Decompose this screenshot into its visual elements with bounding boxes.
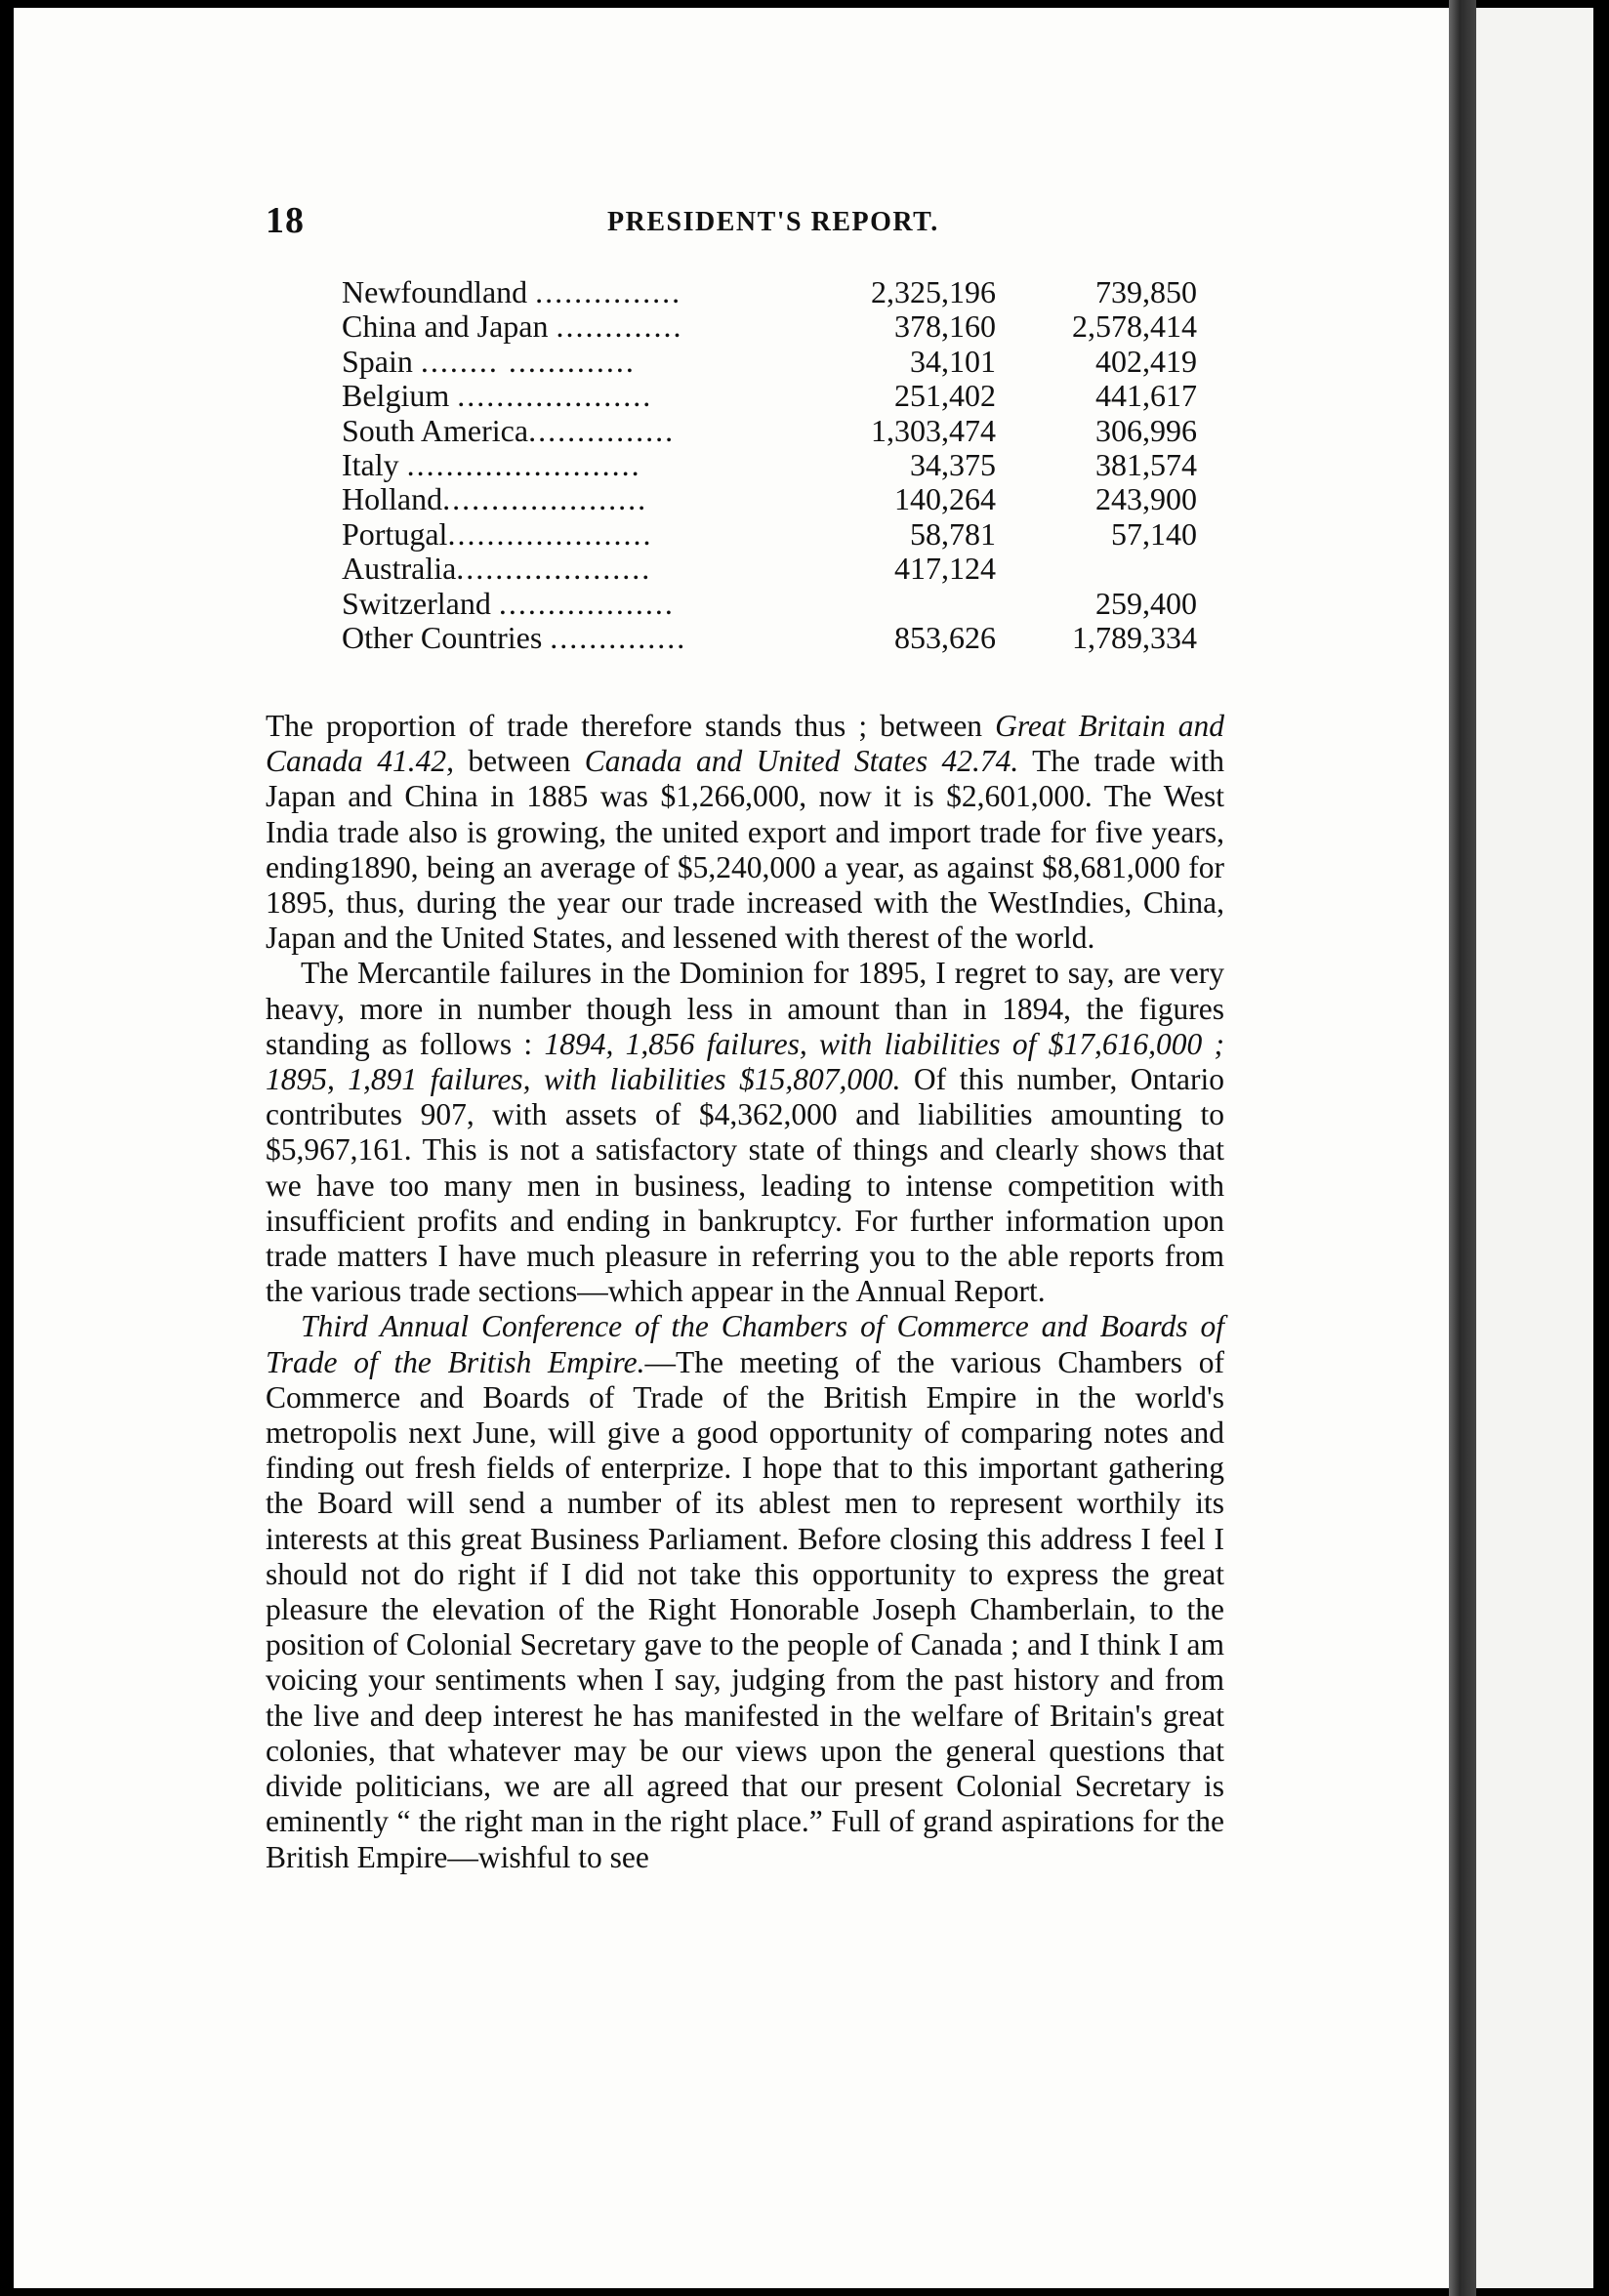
value-1: 34,375 bbox=[910, 447, 996, 483]
body-text bbox=[266, 709, 1224, 1875]
value-2: 243,900 bbox=[1095, 481, 1197, 517]
table-row: Switzerland .................. 259,400 bbox=[342, 585, 1197, 621]
table-row: Spain ........ ............. 34,101 402,419 bbox=[342, 343, 1197, 379]
country-name: Italy bbox=[342, 448, 399, 483]
page-header bbox=[266, 199, 1242, 248]
value-2 bbox=[996, 552, 1197, 586]
table-row: Newfoundland ............... 2,325,196 739,850 bbox=[342, 274, 1197, 309]
country-name: Other Countries bbox=[342, 621, 543, 656]
value-2: 739,850 bbox=[1095, 274, 1197, 309]
trade-table bbox=[342, 275, 1197, 655]
table-row: Holland..................... 140,264 243,900 bbox=[342, 481, 1197, 517]
table-row: South America............... 1,303,474 306,996 bbox=[342, 412, 1197, 448]
country-name: Portugal bbox=[342, 516, 448, 552]
country-name: South America bbox=[342, 413, 529, 448]
value-1: 58,781 bbox=[910, 515, 996, 552]
value-2: 402,419 bbox=[1095, 343, 1197, 379]
value-1: 140,264 bbox=[894, 481, 996, 517]
value-1: 1,303,474 bbox=[871, 412, 996, 448]
value-1: 251,402 bbox=[894, 378, 996, 414]
table-row: Other Countries .............. 853,626 1,789,334 bbox=[342, 620, 1197, 656]
value-2: 306,996 bbox=[1095, 412, 1197, 448]
country-name: Belgium bbox=[342, 379, 450, 414]
page-binding-edge bbox=[1449, 0, 1476, 2296]
country-name: China and Japan bbox=[342, 309, 549, 345]
country-name: Switzerland bbox=[342, 586, 491, 621]
paragraph-conference: Third Annual Conference of the Chambers of Commerce and Boards of Trade of the British Empire.—The meeting of the various Chambers of Commerce and Boards of Trade of the British Empire in the world's metropolis next June, will give a good opportunity of comparing notes and finding out fresh fields of enterprize. I hope that to this important gathering the Board will send a number of its ablest men to represent worthily its interests at this great Business Parliament. Before closing this address I feel I should not do right if I did not take this opportunity to express the great pleasure the elevation of the Right Honorable Joseph Chamberlain, to the position of Colonial Secretary gave to the people of Canada ; and I think I am voicing your sentiments when I say, judging from the past history and from the live and deep interest he has manifested in the welfare of Britain's great colonies, that whatever may be our views upon the general questions that divide politicians, we are all agreed that our present Colonial Secretary is eminently “ the right man in the right place.” Full of grand aspirations for the British Empire—wishful to see bbox=[266, 1309, 1224, 1874]
value-1: 34,101 bbox=[910, 343, 996, 379]
country-name: Australia bbox=[342, 552, 457, 587]
value-2: 441,617 bbox=[1095, 378, 1197, 414]
value-2: 57,140 bbox=[1111, 515, 1197, 552]
running-title: PRESIDENT'S REPORT. bbox=[607, 207, 939, 237]
adjacent-page bbox=[1476, 8, 1593, 2288]
value-1: 417,124 bbox=[894, 551, 996, 587]
table-row: Belgium .................... 251,402 441,617 bbox=[342, 378, 1197, 414]
value-1: 378,160 bbox=[894, 308, 996, 345]
paragraph-trade-proportion: The proportion of trade therefore stands thus ; between Great Britain and Canada 41.42, between Canada and United States 42.74. The trade with Japan and China in 1885 was $1,266,000, now it is $2,601,000. The West India trade also is growing, the united export and import trade for five years, ending1890, being an average of $5,240,000 a year, as against $8,681,000 for 1895, thus, during the year our trade increased with the WestIndies, China, Japan and the United States, and lessened with therest of the world. bbox=[266, 709, 1224, 956]
value-2: 381,574 bbox=[1095, 447, 1197, 483]
table-row: China and Japan ............. 378,160 2,578,414 bbox=[342, 308, 1197, 345]
value-1: 2,325,196 bbox=[871, 274, 996, 309]
value-2: 2,578,414 bbox=[1072, 308, 1197, 345]
value-1 bbox=[820, 587, 996, 621]
value-2: 259,400 bbox=[1095, 585, 1197, 621]
page-number: 18 bbox=[266, 200, 305, 241]
table-row: Italy ........................ 34,375 381,574 bbox=[342, 447, 1197, 483]
country-name: Newfoundland bbox=[342, 275, 528, 309]
table-row: Portugal..................... 58,781 57,140 bbox=[342, 515, 1197, 552]
value-2: 1,789,334 bbox=[1072, 620, 1197, 656]
country-name: Spain bbox=[342, 344, 413, 379]
value-1: 853,626 bbox=[894, 620, 996, 656]
paragraph-mercantile-failures: The Mercantile failures in the Dominion for 1895, I regret to say, are very heavy, more in number though less in amount than in 1894, the figures standing as follows : 1894, 1,856 failures, with liabilities of $17,616,000 ; 1895, 1,891 failures, with liabilities $15,807,000. Of this number, Ontario contributes 907, with assets of $4,362,000 and liabilities amounting to $5,967,161. This is not a satisfactory state of things and clearly shows that we have too many men in business, leading to intense competition with insufficient profits and ending in bankruptcy. For further information upon trade matters I have much pleasure in referring you to the able reports from the various trade sections—which appear in the Annual Report. bbox=[266, 956, 1224, 1309]
table-row: Australia.................... 417,124 bbox=[342, 552, 1197, 586]
country-name: Holland bbox=[342, 482, 443, 517]
